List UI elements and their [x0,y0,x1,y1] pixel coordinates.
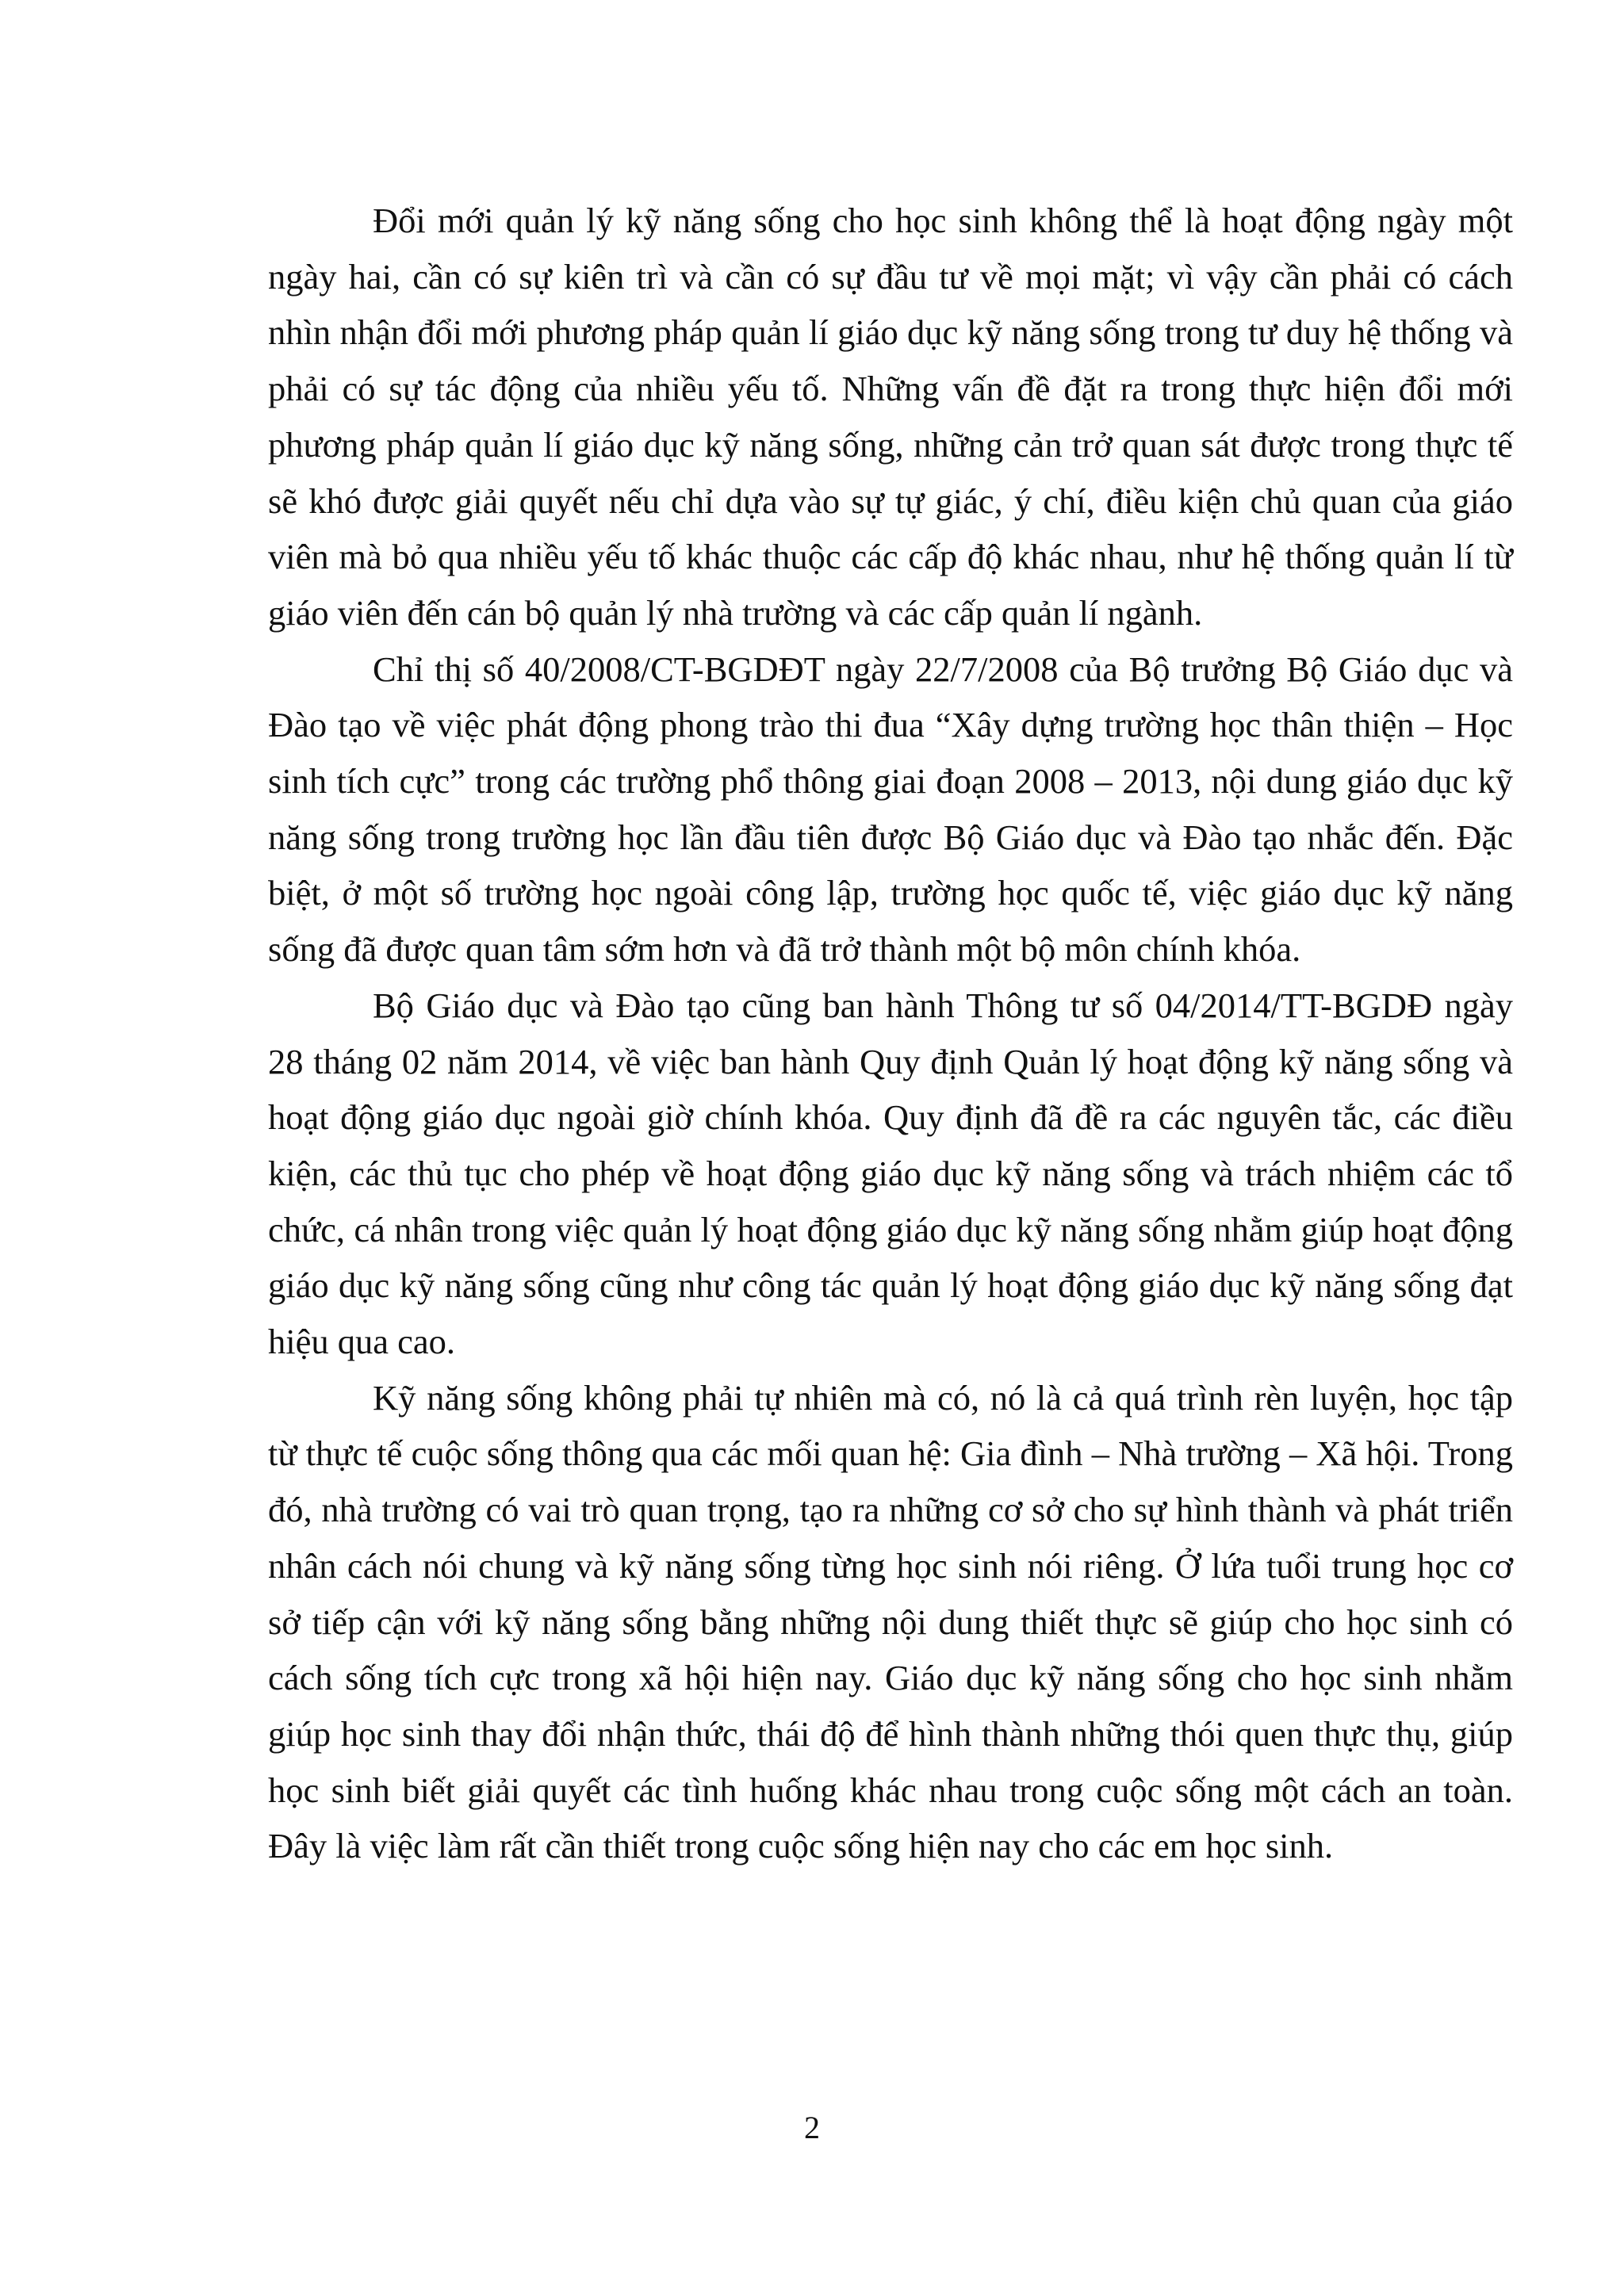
paragraph-2: Chỉ thị số 40/2008/CT-BGDĐT ngày 22/7/2008 của Bộ trưởng Bộ Giáo dục và Đào tạo về việc phát động phong trào thi đua “Xây dựng trường học thân thiện – Học sinh tích cực” trong các trường phổ thông giai đoạn 2008 – 2013, nội dung giáo dục kỹ năng sống trong trường học lần đầu tiên được Bộ Giáo dục và Đào tạo nhắc đến. Đặc biệt, ở một số trường học ngoài công lập, trường học quốc tế, việc giáo dục kỹ năng sống đã được quan tâm sớm hơn và đã trở thành một bộ môn chính khóa. [268,649,1513,970]
paragraph-4: Kỹ năng sống không phải tự nhiên mà có, nó là cả quá trình rèn luyện, học tập từ thực tế cuộc sống thông qua các mối quan hệ: Gia đình – Nhà trường – Xã hội. Trong đó, nhà trường có vai trò quan trọng, tạo ra những cơ sở cho sự hình thành và phát triển nhân cách nói chung và kỹ năng sống từng học sinh nói riêng. Ở lứa tuổi trung học cơ sở tiếp cận với kỹ năng sống bằng những nội dung thiết thực sẽ giúp cho học sinh có cách sống tích cực trong xã hội hiện nay. Giáo dục kỹ năng sống cho học sinh nhằm giúp học sinh thay đổi nhận thức, thái độ để hình thành những thói quen thực thụ, giúp học sinh biết giải quyết các tình huống khác nhau trong cuộc sống một cách an toàn. Đây là việc làm rất cần thiết trong cuộc sống hiện nay cho các em học sinh. [268,1377,1513,1866]
paragraph-3: Bộ Giáo dục và Đào tạo cũng ban hành Thông tư số 04/2014/TT-BGDĐ ngày 28 tháng 02 năm 2014, về việc ban hành Quy định Quản lý hoạt động kỹ năng sống và hoạt động giáo dục ngoài giờ chính khóa. Quy định đã đề ra các nguyên tắc, các điều kiện, các thủ tục cho phép về hoạt động giáo dục kỹ năng sống và trách nhiệm các tổ chức, cá nhân trong việc quản lý hoạt động giáo dục kỹ năng sống nhằm giúp hoạt động giáo dục kỹ năng sống cũng như công tác quản lý hoạt động giáo dục kỹ năng sống đạt hiệu qua cao. [268,985,1513,1362]
paragraph-1: Đổi mới quản lý kỹ năng sống cho học sinh không thể là hoạt động ngày một ngày hai, cần có sự kiên trì và cần có sự đầu tư về mọi mặt; vì vậy cần phải có cách nhìn nhận đổi mới phương pháp quản lí giáo dục kỹ năng sống trong tư duy hệ thống và phải có sự tác động của nhiều yếu tố. Những vấn đề đặt ra trong thực hiện đổi mới phương pháp quản lí giáo dục kỹ năng sống, những cản trở quan sát được trong thực tế sẽ khó được giải quyết nếu chỉ dựa vào sự tự giác, ý chí, điều kiện chủ quan của giáo viên mà bỏ qua nhiều yếu tố khác thuộc các cấp độ khác nhau, như hệ thống quản lí từ giáo viên đến cán bộ quản lý nhà trường và các cấp quản lí ngành. [268,201,1513,633]
document-body [268,193,1513,1874]
page-number: 2 [804,2110,820,2145]
